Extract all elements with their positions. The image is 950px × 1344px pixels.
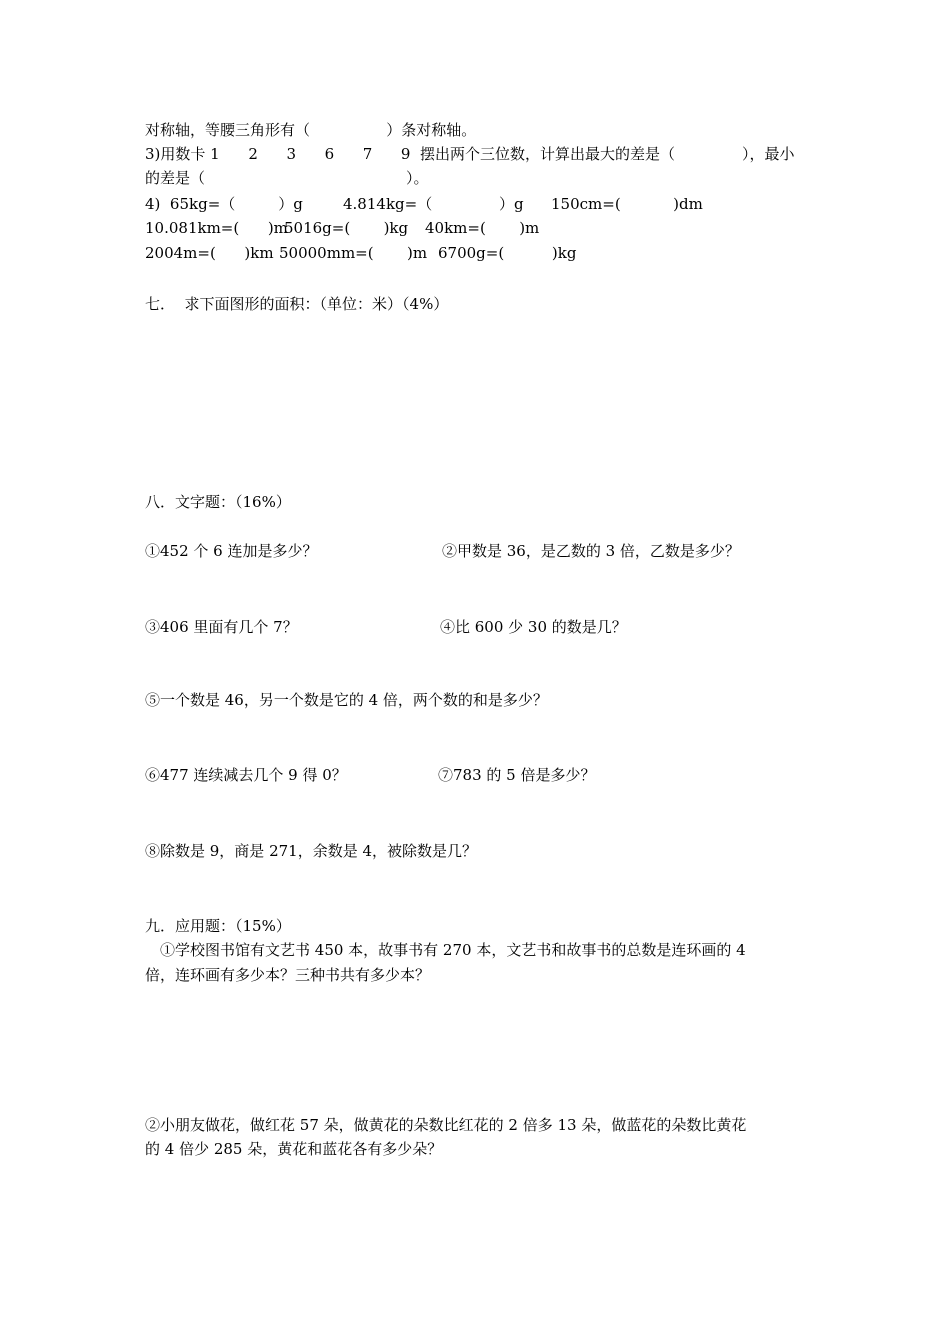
fill-in-line-number-cards-end: ），最小	[742, 145, 795, 163]
application-problem-1-line-1: ①学校图书馆有文艺书 450 本，故事书有 270 本，文艺书和故事书的总数是连环画的 4	[160, 941, 746, 959]
word-problem-4: ④比 600 少 30 的数是几？	[440, 618, 627, 636]
conversion-50000mm: 50000mm=( )m	[279, 244, 428, 262]
word-problem-3: ③406 里面有几个 7？	[145, 618, 298, 636]
conversion-5016g: 5016g=( )kg	[284, 219, 409, 237]
fill-in-line-number-cards: 3)用数卡 1 2 3 6 7 9 摆出两个三位数，计算出最大的差是（	[145, 145, 676, 163]
section-8-heading: 八．文字题：（16%）	[145, 493, 291, 511]
conversion-150cm: 150cm=( )dm	[551, 195, 703, 213]
word-problem-2: ②甲数是 36，是乙数的 3 倍，乙数是多少？	[442, 542, 740, 560]
word-problem-6: ⑥477 连续减去几个 9 得 0？	[145, 766, 347, 784]
section-9-heading: 九．应用题：（15%）	[145, 917, 291, 935]
conversion-10081km: 10.081km=( )m	[145, 219, 288, 237]
word-problem-1: ①452 个 6 连加是多少？	[145, 542, 318, 560]
word-problem-8: ⑧除数是 9，商是 271，余数是 4，被除数是几？	[145, 842, 478, 860]
application-problem-2-line-1: ②小朋友做花，做红花 57 朵，做黄花的朵数比红花的 2 倍多 13 朵，做蓝花的朵数比黄花	[145, 1116, 747, 1134]
conversion-40km: 40km=( )m	[425, 219, 540, 237]
conversion-65kg: 4) 65kg=（ ）g	[145, 195, 303, 213]
application-problem-2-line-2: 的 4 倍少 285 朵，黄花和蓝花各有多少朵？	[145, 1140, 443, 1158]
conversion-4814kg: 4.814kg=（ ）g	[343, 195, 524, 213]
conversion-2004m: 2004m=( )km	[145, 244, 274, 262]
word-problem-7: ⑦783 的 5 倍是多少？	[438, 766, 596, 784]
application-problem-1-line-2: 倍，连环画有多少本？三种书共有多少本？	[145, 966, 431, 984]
conversion-6700g: 6700g=( )kg	[438, 244, 577, 262]
section-7-heading: 七． 求下面图形的面积：（单位：米）（4%）	[145, 295, 449, 313]
word-problem-5: ⑤一个数是 46，另一个数是它的 4 倍，两个数的和是多少？	[145, 691, 548, 709]
fill-in-line-min-diff: 的差是（	[145, 169, 206, 187]
fill-in-line-min-diff-end: ）。	[406, 169, 429, 187]
fill-in-line-symmetry: 对称轴，等腰三角形有（ ）条对称轴。	[145, 121, 477, 139]
